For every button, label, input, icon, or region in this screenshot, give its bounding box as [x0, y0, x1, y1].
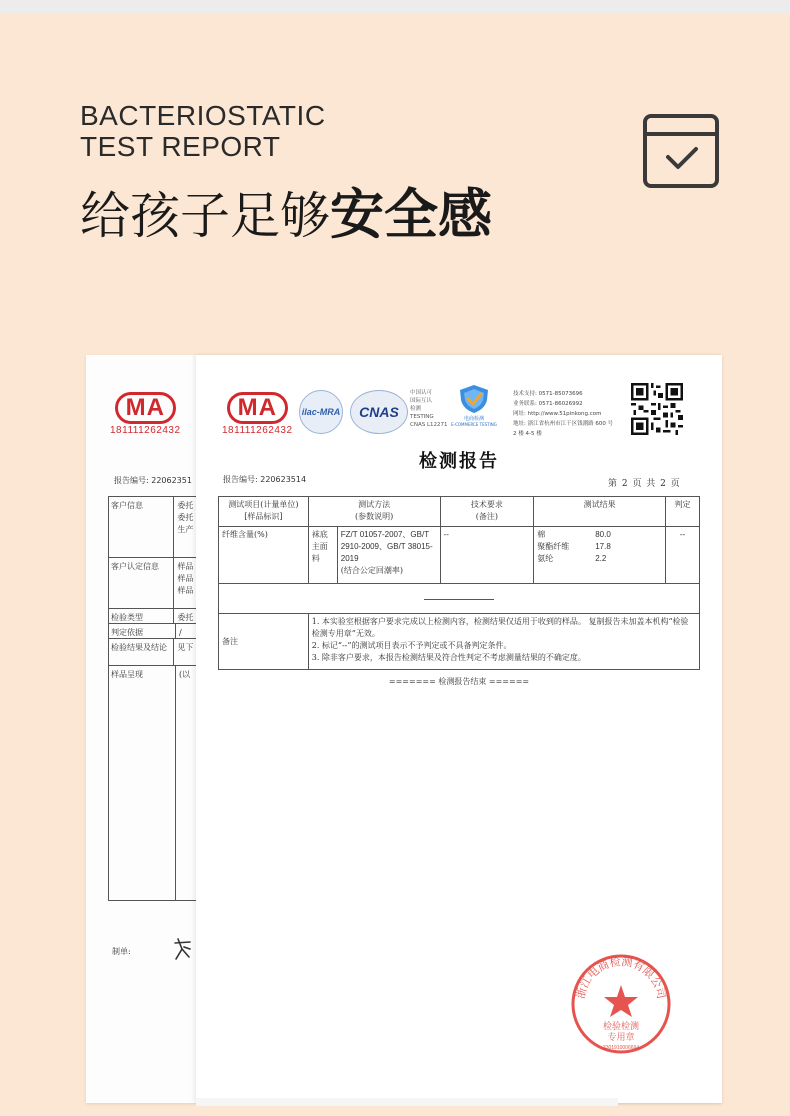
cnas-logo: CNAS: [350, 390, 408, 434]
table-blank-row: [219, 584, 700, 614]
blank-rule: [424, 599, 494, 600]
contact-line: 业务联系: 0571-86026992: [513, 401, 583, 407]
shield-label: 电商检测: [463, 416, 484, 422]
handwritten-signature: [172, 937, 194, 963]
remarks-row: [219, 614, 700, 670]
header-item-sub: [样品标识]: [244, 512, 283, 521]
cnas-line: TESTING: [410, 414, 434, 420]
back-row-values: [174, 558, 196, 608]
top-bar: [0, 0, 790, 14]
back-row-value: 委托: [177, 613, 194, 622]
cma-logo-back: [110, 392, 181, 436]
checkbox-calendar-icon: [642, 113, 720, 189]
headline-chinese: [80, 172, 492, 249]
seal-text: 浙江电商检测有限公司: [573, 955, 669, 1001]
header-item: [219, 497, 309, 527]
header-requirement-text: 技术要求: [470, 500, 503, 509]
back-row: [108, 557, 196, 608]
method-note: (结合公定回潮率): [340, 566, 403, 575]
back-row-value: 样品: [177, 574, 194, 583]
header-requirement: [440, 497, 534, 527]
back-row-value: 委托: [177, 513, 194, 522]
cnas-accreditation-text: [410, 389, 448, 429]
test-results-table: [218, 496, 700, 670]
back-row-label: 检验类型: [109, 609, 174, 623]
back-row: [108, 496, 196, 557]
cell-requirement: --: [440, 527, 534, 584]
header-method-text: 测试方法: [358, 500, 391, 509]
remark-line: 1. 本实验室根据客户要求完成以上检测内容，检测结果仅适用于收到的样品。 复制报告未加盖本机构“检验检测专用章”无效。: [311, 617, 689, 638]
cma-logo-text: MA: [227, 392, 288, 424]
contact-line: 网址: http://www.51pinkong.com: [513, 411, 602, 417]
back-row: [108, 638, 196, 665]
back-row-value: 委托: [177, 501, 194, 510]
fiber-row: [537, 541, 662, 553]
contact-line: 技术支持: 0571-85073696: [513, 391, 583, 397]
fiber-name: 聚酯纤维: [537, 542, 570, 551]
cnas-line: 检测: [410, 406, 422, 412]
cell-judgement: --: [666, 527, 700, 584]
seal-sub-1: 检验检测: [602, 1022, 640, 1032]
cell-sample: 袜底主面料: [309, 527, 338, 583]
cma-number: 181111262432: [222, 425, 293, 436]
fiber-value: 80.0: [595, 530, 611, 539]
shield-sub-label: E-COMMERCE TESTING: [451, 422, 497, 427]
cell-results: [534, 527, 666, 584]
cell-method-text: [338, 527, 440, 583]
report-title: 检测报告: [419, 451, 499, 472]
headline-zh-bold: 安全感: [330, 183, 492, 246]
header-method-sub: (参数说明): [355, 512, 394, 521]
shield-check-icon: [457, 384, 491, 414]
fiber-row: [537, 553, 662, 565]
back-row-label: 样品呈现: [109, 666, 176, 900]
fiber-value: 2.2: [595, 554, 607, 563]
back-row-value: 见下: [177, 643, 194, 652]
table-header-row: [219, 497, 700, 527]
report-number: [223, 474, 306, 485]
fiber-name: 氨纶: [537, 554, 554, 563]
report-end-marker: ======= 检测报告结束 ======: [388, 677, 530, 686]
back-row: [108, 665, 196, 901]
headline-zh-plain: 给孩子足够: [80, 187, 330, 245]
back-row-value: (以: [179, 670, 191, 679]
method-standards: FZ/T 01057-2007、GB/T 2910-2009、GB/T 38015-2019: [340, 530, 433, 563]
back-row-value: 样品: [177, 586, 194, 595]
back-row-values: [174, 497, 196, 557]
report-number-value: 220623514: [260, 475, 307, 484]
report-number-label: 报告编号:: [223, 475, 258, 484]
header-method: [308, 497, 440, 527]
remark-line: 3. 除非客户要求，本报告检测结果及符合性判定不考虑测量结果的不确定度。: [311, 653, 586, 662]
back-info-grid: [108, 496, 196, 901]
cell-method: [308, 527, 440, 584]
cnas-line: 中国认可: [410, 390, 433, 396]
cma-logo-text: MA: [115, 392, 176, 424]
headline-line-1: BACTERIOSTATIC: [80, 100, 326, 131]
seal-star-icon: [604, 985, 638, 1017]
fiber-row: [537, 529, 662, 541]
fiber-name: 棉: [537, 530, 546, 539]
cell-item: 纤维含量(%): [219, 527, 309, 584]
back-row-label: 客户认定信息: [109, 558, 174, 608]
back-row: [108, 623, 196, 638]
back-row-label: 检验结果及结论: [109, 639, 174, 665]
page-shadow-strip: [196, 1098, 618, 1106]
ecommerce-testing-logo: [446, 384, 502, 432]
cma-number-back: 181111262432: [110, 425, 181, 436]
fiber-value: 17.8: [595, 542, 611, 551]
contact-info: [513, 389, 613, 439]
remarks-cell: [308, 614, 699, 670]
remarks-label: 备注: [219, 614, 309, 670]
official-seal-stamp: [570, 953, 672, 1055]
page-indicator: 第 2 页 共 2 页: [608, 479, 681, 489]
header-item-text: 测试项目(计量单位): [228, 500, 299, 509]
table-row: [219, 527, 700, 584]
ilac-mra-logo: ilac-MRA: [299, 390, 343, 434]
cnas-line: CNAS L12271: [410, 422, 448, 428]
back-row-label: 判定依据: [109, 624, 176, 638]
cnas-line: 国际互认: [410, 398, 433, 404]
header-result: 测试结果: [534, 497, 666, 527]
seal-number: 3301910006694: [602, 1045, 640, 1051]
sign-label: 制单:: [112, 947, 131, 956]
back-row-value: 样品: [177, 562, 194, 571]
contact-line: 地址: 浙江省杭州市江干区钱潮路 600 号: [513, 421, 614, 427]
header-requirement-sub: (备注): [475, 512, 498, 521]
headline-english: [80, 100, 326, 162]
header-judgement: 判定: [666, 497, 700, 527]
headline-line-2: TEST REPORT: [80, 131, 281, 162]
seal-sub-2: 专用章: [607, 1033, 635, 1043]
back-row-value: /: [179, 628, 182, 637]
report-number-back: 报告编号: 22062351: [114, 476, 192, 485]
blank-cell: [219, 584, 700, 614]
cma-logo: [222, 392, 293, 436]
back-row: [108, 608, 196, 623]
qr-code: [631, 383, 683, 435]
back-row-label: 客户信息: [109, 497, 174, 557]
contact-line: 2 楼 4-5 楼: [513, 431, 542, 437]
remark-line: 2. 标记“--”的测试项目表示不予判定或不具备判定条件。: [311, 641, 512, 650]
back-row-value: 生产: [177, 525, 194, 534]
